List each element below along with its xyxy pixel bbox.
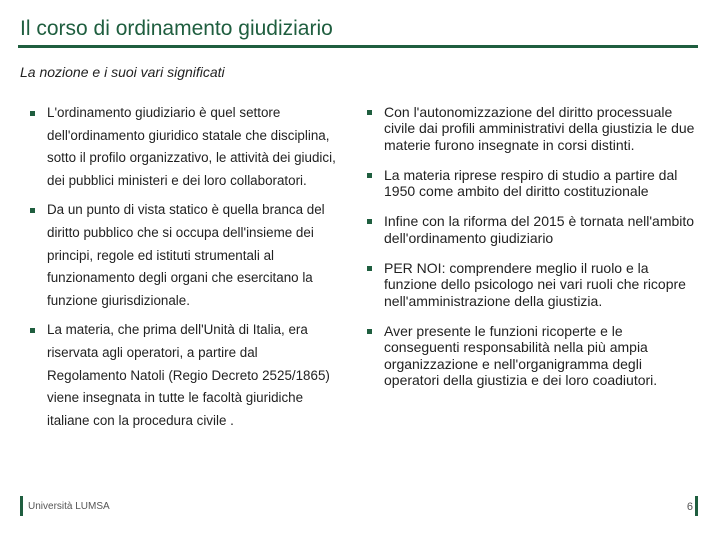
bullet-item: Da un punto di vista statico è quella branca del diritto pubblico che si occupa dell'insieme dei principi, regole ed istituti strumentali al funzionamento degli organi che esercitano la funzione giurisdizionale.: [30, 199, 340, 312]
bullet-item: PER NOI: comprendere meglio il ruolo e la funzione dello psicologo nei vari ruoli che ricopre nell'amministrazione della giustizia.: [367, 260, 697, 309]
bullet-item: Aver presente le funzioni ricoperte e le conseguenti responsabilità nella più ampia organizzazione e nell'organigramma degli operatori della giustizia e dei loro coadiutori.: [367, 323, 697, 388]
slide-subtitle: La nozione e i suoi vari significati: [20, 64, 225, 80]
left-bullet-list: [30, 102, 340, 439]
bullet-item: L'ordinamento giudiziario è quel settore dell'ordinamento giuridico statale che disciplina, sotto il profilo organizzativo, le attività dei giudici, dei pubblici ministeri e dei loro collaboratori.: [30, 102, 340, 192]
page-number: 6: [686, 501, 693, 513]
footer-institution: Università LUMSA: [28, 501, 110, 512]
right-bullet-list: [367, 104, 697, 402]
bullet-item: Infine con la riforma del 2015 è tornata nell'ambito dell'ordinamento giudiziario: [367, 213, 697, 246]
bullet-item: La materia riprese respiro di studio a partire dal 1950 come ambito del diritto costituzionale: [367, 167, 697, 200]
footer-right-accent-bar: [695, 496, 698, 516]
slide-title: Il corso di ordinamento giudiziario: [20, 17, 333, 40]
bullet-item: Con l'autonomizzazione del diritto processuale civile dai profili amministrativi della giustizia le due materie furono insegnate in corsi distinti.: [367, 104, 697, 153]
bullet-item: La materia, che prima dell'Unità di Italia, era riservata agli operatori, a partire dal Regolamento Natoli (Regio Decreto 2525/1865) viene insegnata in tutte le facoltà giuridiche italiane con la procedura civile .: [30, 319, 340, 432]
footer-left-accent-bar: [20, 496, 23, 516]
title-underline: [18, 45, 698, 48]
